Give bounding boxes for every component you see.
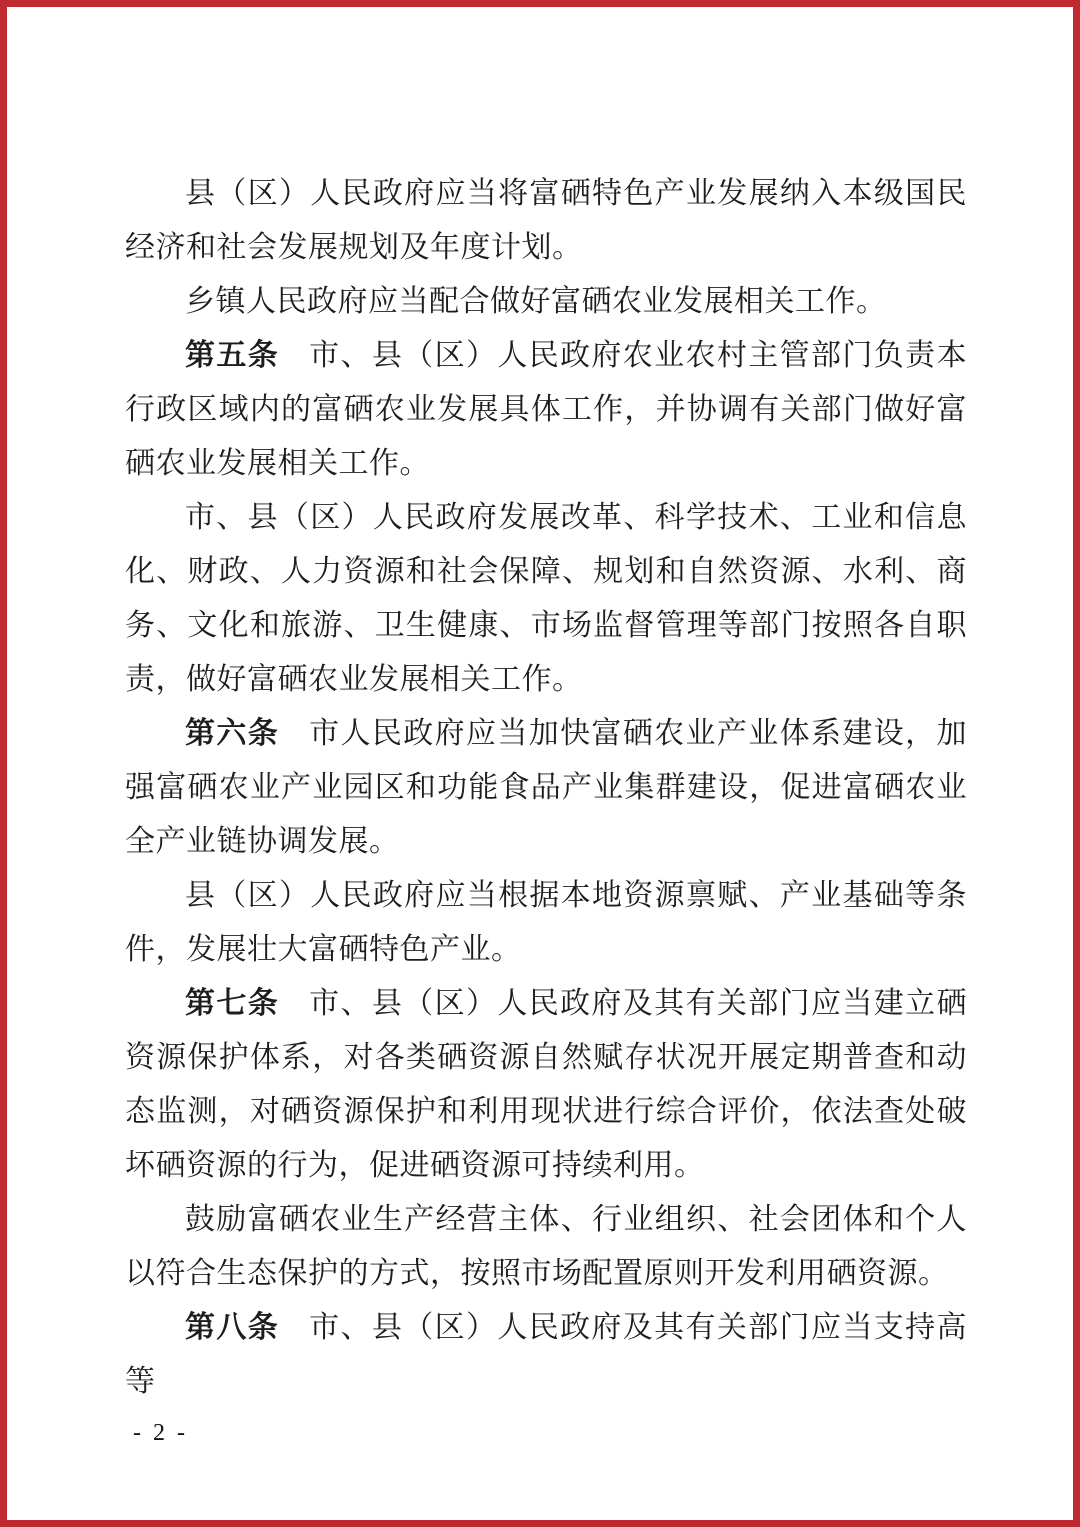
paragraph-text: 市、县（区）人民政府及其有关部门应当建立硒资源保护体系，对各类硒资源自然赋存状况开展定期普查和动态监测，对硒资源保护和利用现状进行综合评价，依法查处破坏硒资源的行为，促进硒资源可持续利用。: [125, 987, 968, 1182]
paragraph-text: 市、县（区）人民政府及其有关部门应当支持高等: [125, 1311, 968, 1398]
paragraph-text: 市人民政府应当加快富硒农业产业体系建设，加强富硒农业产业园区和功能食品产业集群建设，促进富硒农业全产业链协调发展。: [125, 717, 968, 858]
article-lead: 第八条: [185, 1311, 280, 1344]
paragraph-text: 县（区）人民政府应当将富硒特色产业发展纳入本级国民经济和社会发展规划及年度计划。: [125, 177, 967, 264]
paragraph-text: 县（区）人民政府应当根据本地资源禀赋、产业基础等条件，发展壮大富硒特色产业。: [125, 879, 967, 966]
paragraph: [125, 1193, 967, 1301]
paragraph-text: 鼓励富硒农业生产经营主体、行业组织、社会团体和个人以符合生态保护的方式，按照市场配置原则开发利用硒资源。: [125, 1203, 967, 1290]
paragraph: [125, 275, 967, 329]
paragraph: [125, 329, 967, 491]
paragraph: [125, 491, 967, 707]
article-lead: 第六条: [185, 717, 280, 750]
paragraph: [125, 707, 967, 869]
article-lead: 第五条: [185, 339, 280, 372]
paragraph-text: 市、县（区）人民政府发展改革、科学技术、工业和信息化、财政、人力资源和社会保障、规划和自然资源、水利、商务、文化和旅游、卫生健康、市场监督管理等部门按照各自职责，做好富硒农业发展相关工作。: [125, 501, 967, 696]
paragraph: [125, 977, 967, 1193]
paragraph: [125, 167, 967, 275]
document-body: [125, 167, 967, 1409]
paragraph: [125, 869, 967, 977]
paragraph-text: 市、县（区）人民政府农业农村主管部门负责本行政区域内的富硒农业发展具体工作，并协调有关部门做好富硒农业发展相关工作。: [125, 339, 968, 480]
paragraph: [125, 1301, 967, 1409]
page-number: - 2 -: [133, 1420, 188, 1446]
paragraph-text: 乡镇人民政府应当配合做好富硒农业发展相关工作。: [185, 285, 887, 318]
article-lead: 第七条: [185, 987, 280, 1020]
